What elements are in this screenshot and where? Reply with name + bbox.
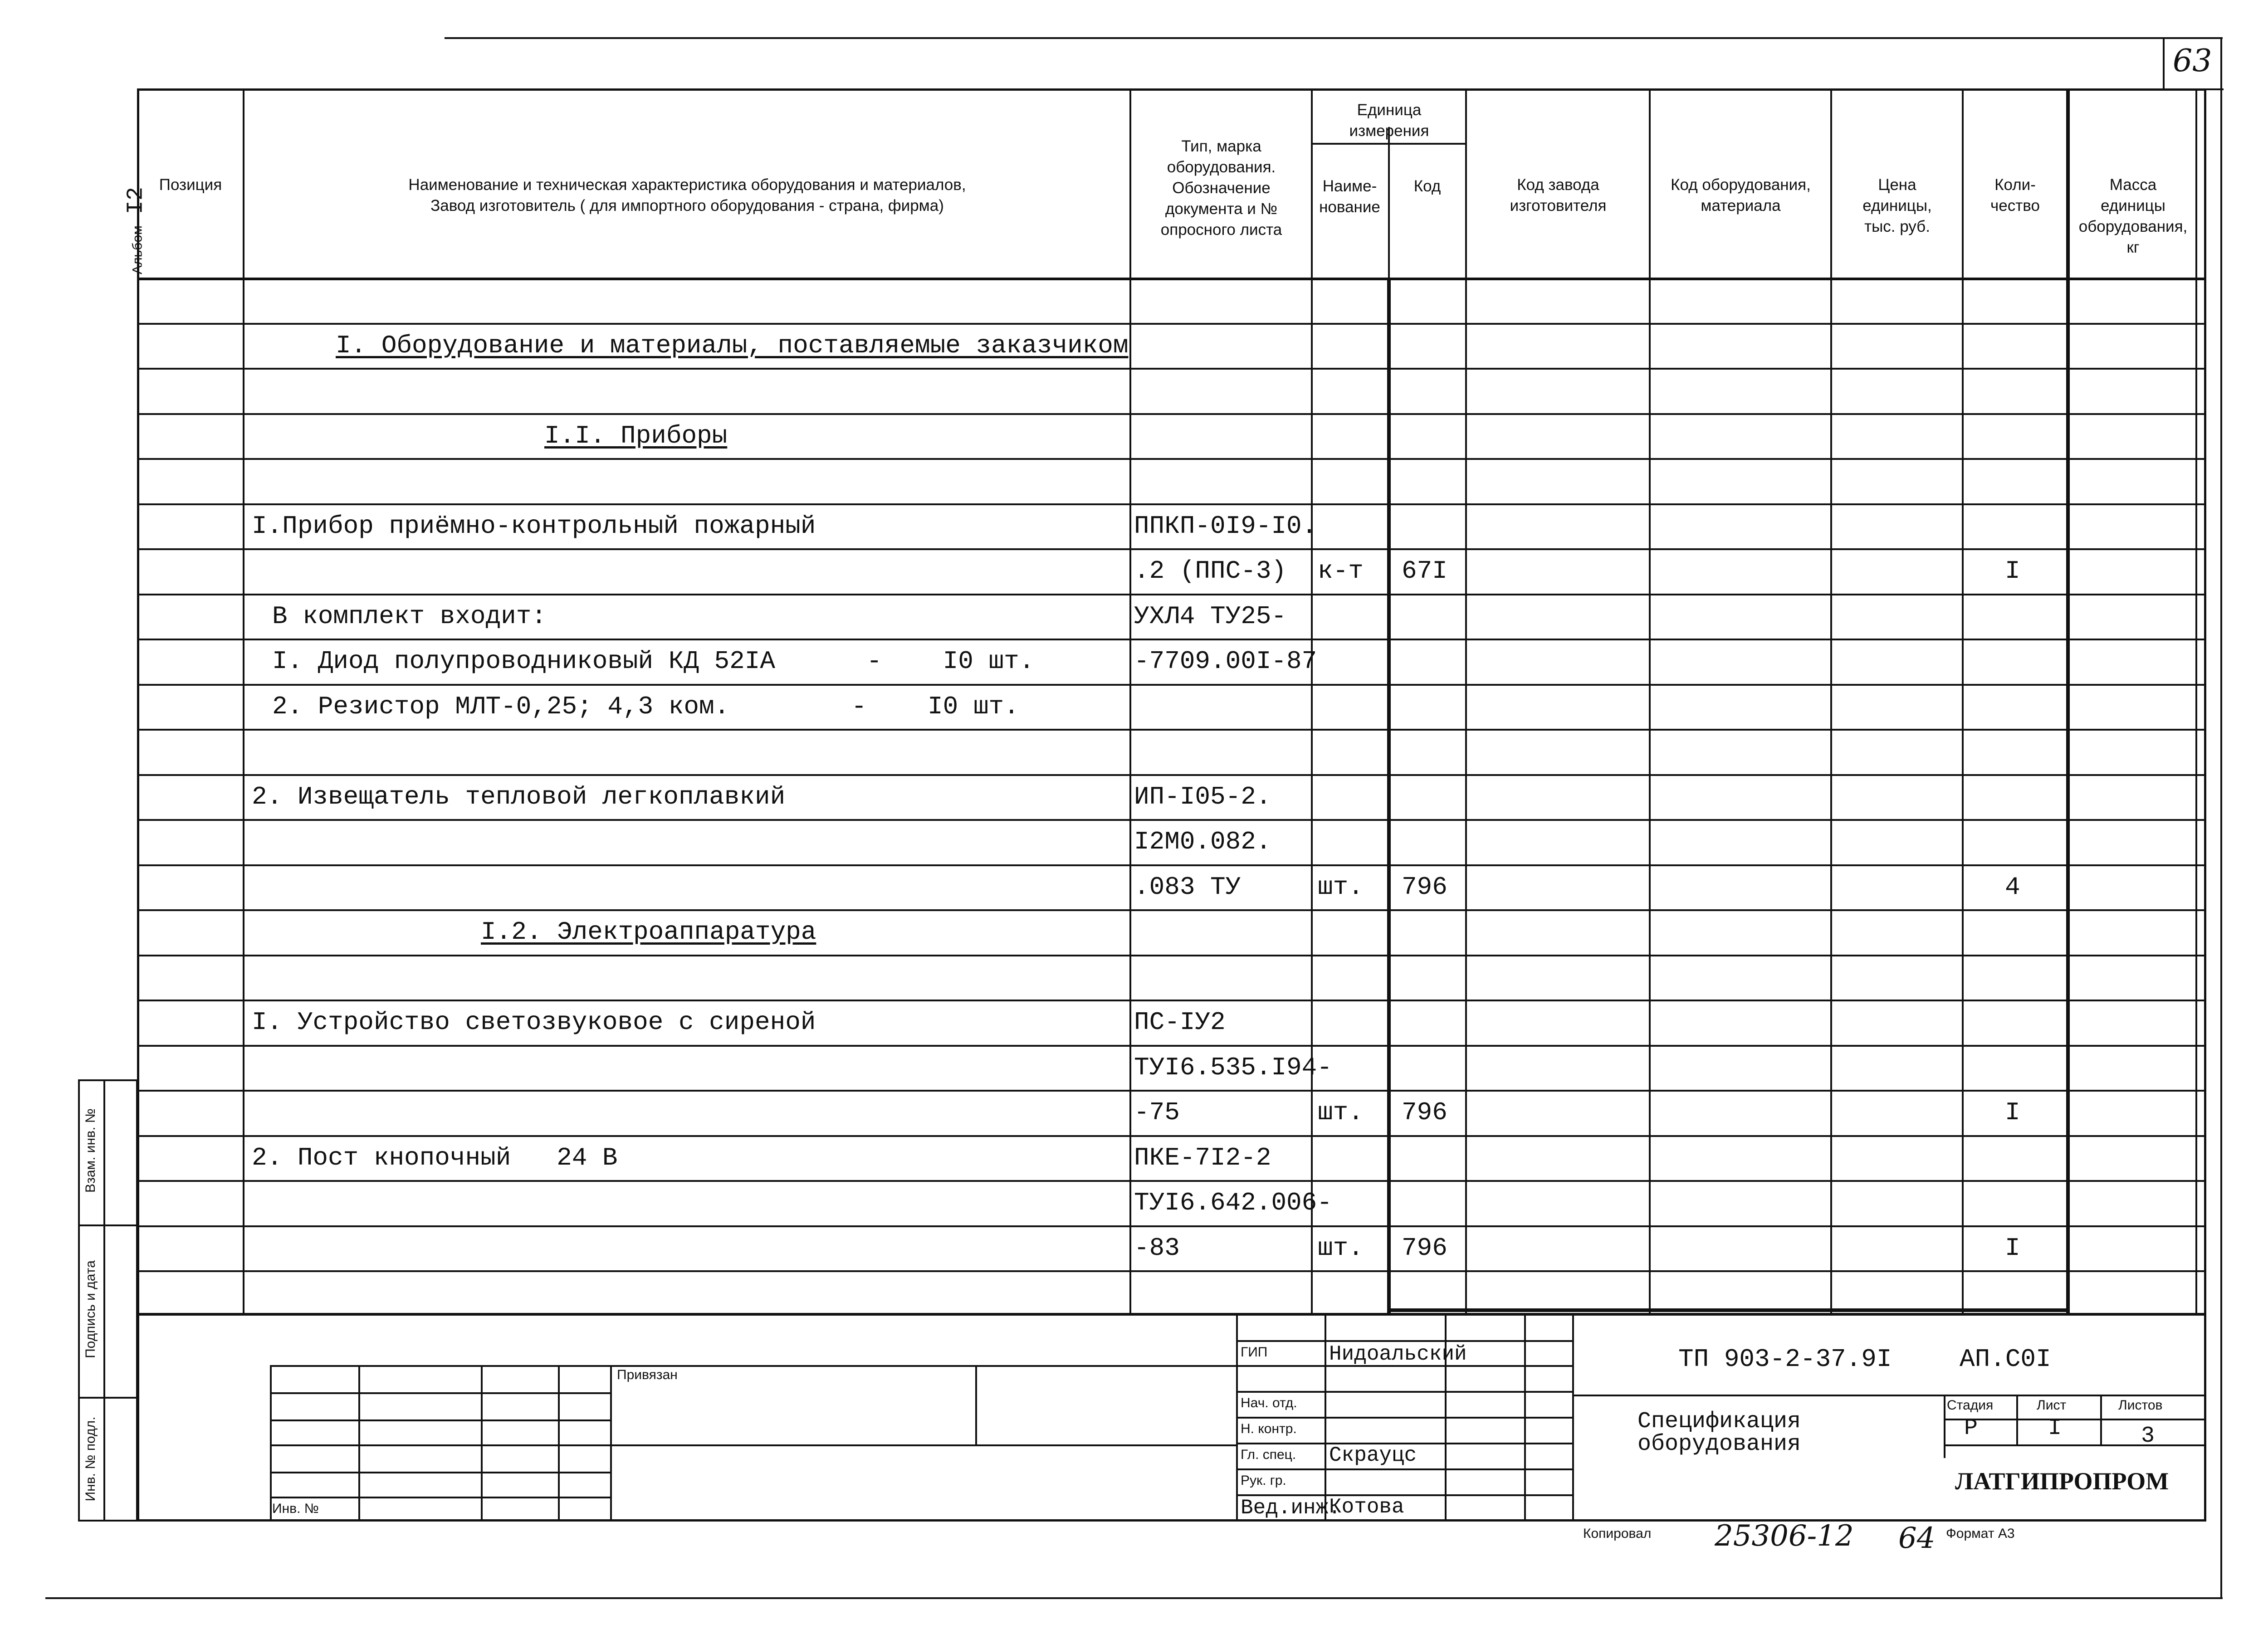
item-qty: I: [2005, 1234, 2020, 1263]
privyazan-label: Привязан: [617, 1367, 678, 1382]
pg-h1: [270, 1392, 610, 1394]
col-line-1: [243, 88, 244, 1313]
item-name: 2. Пост кнопочный 24 В: [252, 1143, 618, 1172]
header-unit: Единица измерения: [1349, 101, 1429, 140]
header-name: Наименование и техническая характеристика оборудования и материалов, Завод изготовитель ( для импортного оборудования - страна, фирма): [408, 176, 966, 215]
role-label: Нач. отд.: [1241, 1395, 1297, 1410]
item-type: -7709.00I-87: [1134, 647, 1317, 676]
sheet-value: I: [2048, 1415, 2062, 1441]
pg-v4: [610, 1365, 612, 1522]
item-name: 2. Резистор МЛТ-0,25; 4,3 ком. - I0 шт.: [272, 692, 1019, 721]
role-label: Вед.инж.: [1241, 1496, 1341, 1520]
role-label: Рук. гр.: [1241, 1473, 1286, 1488]
item-type: ПС-IУ2: [1134, 1008, 1226, 1037]
pg-h2: [270, 1419, 610, 1421]
item-type: ППКП-0I9-I0.: [1134, 512, 1317, 541]
page-number: 63: [2173, 43, 2212, 79]
item-name: В комплект входит:: [272, 602, 547, 631]
row-line: [137, 864, 2206, 866]
row-line: [137, 413, 2206, 415]
handwritten-page: 64: [1898, 1522, 1936, 1555]
row-line: [137, 368, 2206, 370]
row-line: [137, 1225, 2206, 1227]
header-qty: Коли- чество: [1990, 176, 2040, 215]
sheet-code: АП.С0I: [1960, 1345, 2051, 1374]
side-stamp-line-1: [78, 1224, 138, 1226]
item-qty: I: [2005, 1098, 2020, 1127]
stamp-stage-v: [1944, 1395, 1945, 1458]
col-line-7: [1830, 88, 1832, 1313]
stamp-stage-v3: [2100, 1395, 2102, 1444]
bottom-cut-line: [45, 1597, 2223, 1599]
pg-h4: [270, 1472, 610, 1473]
stamp-top-line: [137, 1313, 2206, 1316]
col-line-4b: [1387, 278, 1391, 1313]
row-line: [137, 909, 2206, 911]
header-factory-code: Код завода изготовителя: [1510, 176, 1607, 215]
doc-code: ТП 903-2-37.9I: [1678, 1345, 1892, 1374]
item-name: I.Прибор приёмно-контрольный пожарный: [252, 512, 816, 541]
item-name: I. Устройство светозвуковое с сиреной: [252, 1008, 816, 1037]
item-type: I2M0.082.: [1134, 827, 1271, 856]
item-type: -75: [1134, 1098, 1180, 1127]
body-bottom-line: [1387, 1308, 2070, 1312]
item-type: ИП-I05-2.: [1134, 782, 1271, 811]
handwritten-number: 25306-12: [1715, 1519, 1854, 1553]
pg-h5: [270, 1497, 610, 1498]
row-line: [137, 594, 2206, 595]
pg-v5: [975, 1365, 977, 1444]
row-line: [137, 819, 2206, 821]
item-type: ТУI6.535.I94-: [1134, 1053, 1332, 1082]
item-unit: шт.: [1318, 1234, 1364, 1263]
header-type: Тип, марка оборудования. Обозначение документа и № опросного листа: [1160, 137, 1282, 239]
role-line: [1236, 1468, 1574, 1470]
header-mass: Масса единицы оборудования, кг: [2078, 176, 2188, 256]
role-label: Гл. спец.: [1241, 1447, 1296, 1462]
vzam-label: Взам. инв. №: [83, 1108, 98, 1193]
item-type: ТУI6.642.006-: [1134, 1188, 1332, 1217]
item-type: .2 (ППС-3): [1134, 556, 1287, 585]
stamp-stage-h2: [1944, 1444, 2206, 1446]
col-line-5: [1465, 88, 1467, 1313]
role-label: Н. контр.: [1241, 1421, 1297, 1436]
item-type: ПКЕ-7I2-2: [1134, 1143, 1271, 1172]
row-line: [137, 1090, 2206, 1092]
row-line: [137, 503, 2206, 505]
item-qty: 4: [2005, 873, 2020, 902]
stamp-stage-h1: [1944, 1419, 2206, 1420]
row-line: [137, 458, 2206, 460]
header-equip-code: Код оборудования, материала: [1671, 176, 1811, 215]
row-line: [137, 1135, 2206, 1137]
col-line-6: [1649, 88, 1651, 1313]
row-line: [137, 774, 2206, 776]
row-line: [137, 548, 2206, 550]
header-position: Позиция: [159, 176, 222, 194]
col-line-9: [2066, 88, 2070, 1313]
row-line: [137, 955, 2206, 956]
item-name: I. Оборудование и материалы, поставляемые заказчиком: [336, 331, 1129, 360]
row-line: [137, 639, 2206, 640]
podpis-label: Подпись и дата: [83, 1260, 98, 1358]
row-line: [137, 323, 2206, 325]
header-price: Цена единицы, тыс. руб.: [1862, 176, 1932, 235]
item-code: 796: [1402, 1098, 1447, 1127]
item-name: I. Диод полупроводниковый КД 52IA - I0 шт.: [272, 647, 1035, 676]
col-line-8: [1962, 88, 1964, 1313]
header-unit-code: Код: [1413, 177, 1441, 195]
header-unit-name: Наиме- нование: [1319, 177, 1380, 216]
stamp-stage-v2: [2016, 1395, 2018, 1444]
row-line: [137, 1000, 2206, 1001]
col-line-2: [1129, 88, 1131, 1313]
header-bottom-line: [137, 278, 2206, 280]
col-line-10: [2195, 88, 2197, 1313]
item-name: I.I. Приборы: [544, 421, 728, 450]
row-line: [137, 1180, 2206, 1182]
inv-no-label: Инв. №: [272, 1501, 319, 1516]
sheets-value: 3: [2141, 1423, 2155, 1449]
row-line: [137, 1045, 2206, 1047]
album-label: Альбом I2: [123, 187, 149, 274]
item-type: УХЛ4 ТУ25-: [1134, 602, 1287, 631]
sheet-label: Лист: [2037, 1398, 2067, 1413]
stamp-right-h1: [1574, 1395, 2206, 1396]
role-line: [1236, 1391, 1574, 1393]
row-line: [137, 684, 2206, 686]
role-name: Нидоальский: [1329, 1342, 1467, 1366]
item-unit: к-т: [1318, 556, 1364, 585]
format-label: Формат А3: [1946, 1526, 2015, 1541]
stage-label: Стадия: [1947, 1398, 1994, 1413]
copied-label: Копировал: [1583, 1526, 1652, 1541]
item-name: 2. Извещатель тепловой легкоплавкий: [252, 782, 786, 811]
col-line-3: [1311, 88, 1313, 1313]
role-name: Котова: [1329, 1495, 1404, 1519]
pg-h3: [270, 1444, 1236, 1446]
unit-sub-line: [1311, 143, 1465, 145]
role-name: Скрауцс: [1329, 1444, 1417, 1467]
stage-value: Р: [1964, 1415, 1978, 1441]
role-line: [1236, 1417, 1574, 1419]
item-unit: шт.: [1318, 1098, 1364, 1127]
doc-title: Спецификация оборудования: [1637, 1409, 1801, 1457]
top-border-line: [445, 37, 2223, 39]
item-type: -83: [1134, 1234, 1180, 1263]
item-qty: I: [2005, 556, 2020, 585]
inv-podl-label: Инв. № подл.: [83, 1416, 98, 1502]
org-name: ЛАТГИПРОПРОМ: [1955, 1468, 2169, 1495]
roles-h0: [1236, 1340, 1574, 1342]
side-stamp-divider: [103, 1079, 105, 1522]
item-unit: шт.: [1318, 873, 1364, 902]
item-name: I.2. Электроаппаратура: [481, 917, 816, 946]
role-label: ГИП: [1241, 1345, 1268, 1360]
sheets-label: Листов: [2118, 1398, 2163, 1413]
item-code: 67I: [1402, 556, 1447, 585]
row-line: [137, 1270, 2206, 1272]
item-code: 796: [1402, 873, 1447, 902]
item-type: .083 ТУ: [1134, 873, 1241, 902]
right-margin-line: [2220, 37, 2222, 1597]
row-line: [137, 729, 2206, 731]
item-code: 796: [1402, 1234, 1447, 1263]
